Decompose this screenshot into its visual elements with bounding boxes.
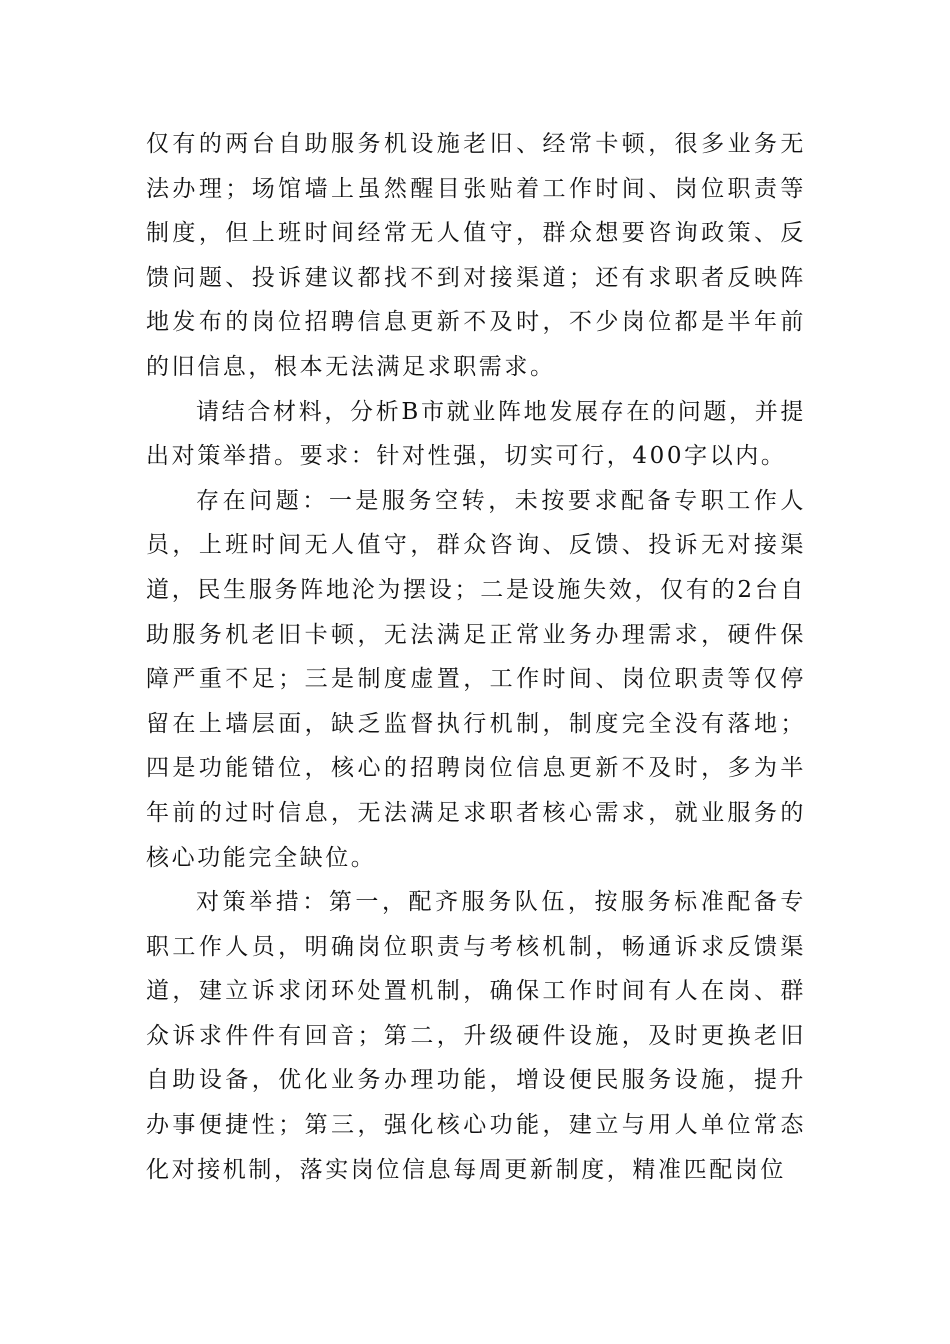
paragraph-problems: 存在问题：一是服务空转，未按要求配备专职工作人员，上班时间无人值守，群众咨询、反馈、投诉无对接渠道，民生服务阵地沦为摆设；二是设施失效，仅有的2台自助服务机老旧卡顿，无法满足正常业务办理需求，硬件保障严重不足；三是制度虚置，工作时间、岗位职责等仅停留在上墙层面，缺乏监督执行机制，制度完全没有落地；四是功能错位，核心的招聘岗位信息更新不及时，多为半年前的过时信息，无法满足求职者核心需求，就业服务的核心功能完全缺位。 [146,487,806,871]
paragraph-measures: 对策举措：第一，配齐服务队伍，按服务标准配备专职工作人员，明确岗位职责与考核机制，畅通诉求反馈渠道，建立诉求闭环处置机制，确保工作时间有人在岗、群众诉求件件有回音；第二，升级硬件设施，及时更换老旧自助设备，优化业务办理功能，增设便民服务设施，提升办事便捷性；第三，强化核心功能，建立与用人单位常态化对接机制，落实岗位信息每周更新制度，精准匹配岗位 [146,889,806,1183]
paragraph-material-tail: 仅有的两台自助服务机设施老旧、经常卡顿，很多业务无法办理；场馆墙上虽然醒目张贴着工作时间、岗位职责等制度，但上班时间经常无人值守，群众想要咨询政策、反馈问题、投诉建议都找不到对接渠道；还有求职者反映阵地发布的岗位招聘信息更新不及时，不少岗位都是半年前的旧信息，根本无法满足求职需求。 [146,131,806,380]
document-body [146,122,806,1192]
paragraph-question: 请结合材料，分析B市就业阵地发展存在的问题，并提出对策举措。要求：针对性强，切实可行，400字以内。 [146,398,806,470]
